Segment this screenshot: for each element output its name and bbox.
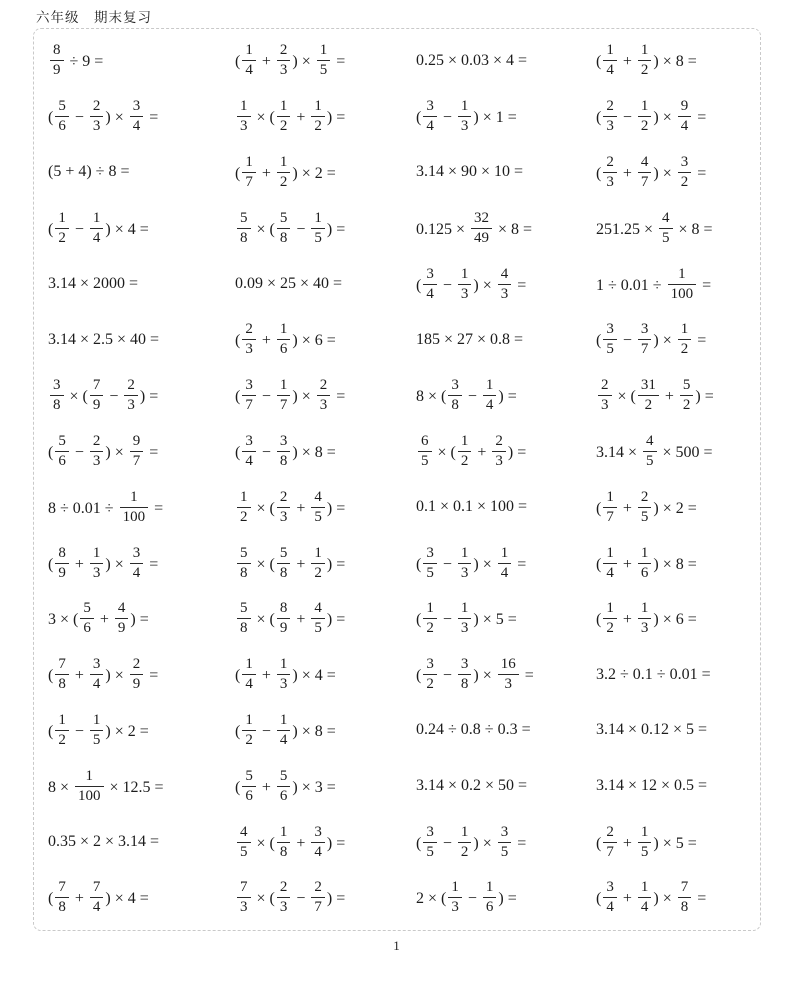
fraction: $\frac{3}{8}$	[458, 656, 472, 693]
fraction: $\frac{1}{7}$	[277, 377, 291, 414]
problem: $\frac{1}{3}$ × ( $\frac{1}{2}$ + $\frac{1}{2}$ ) =	[235, 98, 416, 135]
fraction: $\frac{9}{4}$	[678, 98, 692, 135]
problem: 3.14 × 2000 =	[48, 275, 139, 293]
fraction: $\frac{1}{7}$	[603, 489, 617, 526]
problem: ( $\frac{1}{4}$ + $\frac{1}{3}$ ) × 4 =	[235, 656, 336, 693]
problem: 8 ÷ 0.01 ÷ $\frac{1}{100}$ =	[48, 488, 164, 525]
problem: (5 + 4) ÷ 8 =	[48, 163, 130, 181]
fraction: $\frac{4}{9}$	[115, 600, 129, 637]
problem: 3.2 ÷ 0.1 ÷ 0.01 =	[596, 665, 711, 683]
problem: 3 × ( $\frac{5}{6}$ + $\frac{4}{9}$ ) =	[48, 600, 149, 637]
fraction: $\frac{1}{2}$	[55, 210, 69, 247]
fraction: $\frac{1}{3}$	[90, 545, 104, 582]
fraction: $\frac{3}{8}$	[277, 433, 291, 470]
fraction: $\frac{1}{3}$	[458, 600, 472, 637]
fraction: $\frac{1}{4}$	[90, 210, 104, 247]
problem: ( $\frac{7}{8}$ + $\frac{7}{4}$ ) × 4 =	[48, 879, 149, 916]
fraction: $\frac{1}{3}$	[448, 879, 462, 916]
fraction: $\frac{4}{5}$	[311, 489, 325, 526]
fraction: $\frac{1}{2}$	[678, 321, 692, 358]
problem: $\frac{5}{8}$ × ( $\frac{5}{8}$ + $\frac{1}{2}$ ) =	[235, 545, 416, 582]
fraction: $\frac{3}{4}$	[130, 98, 144, 135]
fraction: $\frac{1}{4}$	[638, 879, 652, 916]
problem: 0.35 × 2 × 3.14 =	[48, 833, 160, 851]
problem: ( $\frac{2}{3}$ + $\frac{4}{7}$ ) × $\frac{3}{2}$ =	[596, 153, 707, 190]
fraction: $\frac{1}{2}$	[638, 42, 652, 79]
fraction: $\frac{6}{5}$	[418, 433, 432, 470]
fraction: $\frac{1}{2}$	[311, 98, 325, 135]
fraction: $\frac{2}{9}$	[130, 656, 144, 693]
problem: ( $\frac{3}{4}$ − $\frac{1}{3}$ ) × $\frac{4}{3}$ =	[416, 265, 527, 302]
fraction: $\frac{1}{3}$	[237, 98, 251, 135]
fraction: $\frac{7}{8}$	[55, 656, 69, 693]
fraction: $\frac{5}{6}$	[55, 98, 69, 135]
fraction: $\frac{1}{2}$	[311, 545, 325, 582]
problem: $\frac{7}{3}$ × ( $\frac{2}{3}$ − $\frac{2}{7}$ ) =	[235, 879, 416, 916]
fraction: $\frac{3}{4}$	[242, 433, 256, 470]
fraction: $\frac{5}{8}$	[237, 210, 251, 247]
fraction: $\frac{1}{3}$	[458, 98, 472, 135]
problem: ( $\frac{1}{2}$ + $\frac{1}{3}$ ) × 6 =	[596, 600, 697, 637]
fraction: $\frac{2}{3}$	[124, 377, 138, 414]
fraction: $\frac{1}{100}$	[668, 266, 697, 303]
problem: $\frac{1}{2}$ × ( $\frac{2}{3}$ + $\frac{4}{5}$ ) =	[235, 489, 416, 526]
problem: 3.14 × 2.5 × 40 =	[48, 330, 160, 348]
problem: 8 × ( $\frac{3}{8}$ − $\frac{1}{4}$ ) =	[416, 377, 517, 414]
fraction: $\frac{1}{5}$	[311, 210, 325, 247]
fraction: $\frac{1}{3}$	[458, 545, 472, 582]
fraction: $\frac{1}{5}$	[317, 42, 331, 79]
fraction: $\frac{3}{8}$	[448, 377, 462, 414]
problem: 3.14 × 12 × 0.5 =	[596, 777, 708, 795]
problem: ( $\frac{3}{4}$ − $\frac{3}{8}$ ) × 8 =	[235, 432, 336, 469]
problem: 0.24 ÷ 0.8 ÷ 0.3 =	[416, 721, 531, 739]
fraction: $\frac{2}{3}$	[492, 433, 506, 470]
fraction: $\frac{2}{3}$	[277, 879, 291, 916]
page-number: 1	[393, 938, 400, 953]
fraction: $\frac{5}{2}$	[680, 377, 694, 414]
problems-grid	[33, 28, 761, 931]
fraction: $\frac{2}{3}$	[603, 154, 617, 191]
fraction: $\frac{1}{2}$	[55, 712, 69, 749]
problem: ( $\frac{3}{5}$ − $\frac{1}{3}$ ) × $\frac{1}{4}$ =	[416, 544, 527, 581]
fraction: $\frac{3}{2}$	[678, 154, 692, 191]
fraction: $\frac{1}{3}$	[277, 656, 291, 693]
fraction: $\frac{2}{7}$	[603, 824, 617, 861]
problem: $\frac{2}{3}$ × ( $\frac{31}{2}$ + $\frac{5}{2}$ ) =	[596, 377, 755, 414]
fraction: $\frac{1}{100}$	[75, 768, 104, 805]
fraction: $\frac{8}{9}$	[55, 545, 69, 582]
problem: ( $\frac{3}{4}$ + $\frac{1}{4}$ ) × $\frac{7}{8}$ =	[596, 879, 707, 916]
fraction: $\frac{16}{3}$	[498, 656, 519, 693]
problem: ( $\frac{5}{6}$ + $\frac{5}{6}$ ) × 3 =	[235, 767, 336, 804]
problem: ( $\frac{5}{6}$ − $\frac{2}{3}$ ) × $\frac{3}{4}$ =	[48, 98, 159, 135]
fraction: $\frac{4}{5}$	[237, 824, 251, 861]
problem: 185 × 27 × 0.8 =	[416, 330, 524, 348]
fraction: $\frac{1}{2}$	[277, 154, 291, 191]
fraction: $\frac{3}{4}$	[423, 266, 437, 303]
problem: ( $\frac{1}{2}$ − $\frac{1}{5}$ ) × 2 =	[48, 711, 149, 748]
fraction: $\frac{5}{8}$	[237, 545, 251, 582]
fraction: $\frac{1}{7}$	[242, 154, 256, 191]
fraction: $\frac{4}{3}$	[498, 266, 512, 303]
problem: ( $\frac{1}{7}$ + $\frac{1}{2}$ ) × 2 =	[235, 153, 336, 190]
fraction: $\frac{1}{2}$	[458, 824, 472, 861]
fraction: $\frac{1}{2}$	[638, 98, 652, 135]
problem: $\frac{8}{9}$ ÷ 9 =	[48, 42, 235, 79]
fraction: $\frac{1}{6}$	[483, 879, 497, 916]
problem: ( $\frac{1}{4}$ + $\frac{2}{3}$ ) × $\frac{1}{5}$ =	[235, 42, 346, 79]
problem: ( $\frac{3}{5}$ − $\frac{3}{7}$ ) × $\frac{1}{2}$ =	[596, 321, 707, 358]
page-title: 六年级 期末复习	[36, 10, 152, 26]
fraction: $\frac{1}{5}$	[638, 824, 652, 861]
fraction: $\frac{7}{8}$	[678, 879, 692, 916]
fraction: $\frac{2}{3}$	[90, 98, 104, 135]
fraction: $\frac{3}{4}$	[90, 656, 104, 693]
fraction: $\frac{2}{3}$	[317, 377, 331, 414]
fraction: $\frac{32}{49}$	[471, 210, 492, 247]
fraction: $\frac{1}{2}$	[242, 712, 256, 749]
problem: ( $\frac{1}{2}$ − $\frac{1}{4}$ ) × 8 =	[235, 711, 336, 748]
fraction: $\frac{3}{5}$	[603, 321, 617, 358]
problem: ( $\frac{7}{8}$ + $\frac{3}{4}$ ) × $\frac{2}{9}$ =	[48, 656, 159, 693]
problem: ( $\frac{2}{7}$ + $\frac{1}{5}$ ) × 5 =	[596, 823, 697, 860]
fraction: $\frac{1}{3}$	[638, 600, 652, 637]
problem: ( $\frac{1}{4}$ + $\frac{1}{2}$ ) × 8 =	[596, 42, 697, 79]
fraction: $\frac{7}{4}$	[90, 879, 104, 916]
fraction: $\frac{1}{4}$	[483, 377, 497, 414]
fraction: $\frac{1}{2}$	[237, 489, 251, 526]
problem: ( $\frac{1}{2}$ − $\frac{1}{3}$ ) × 5 =	[416, 600, 517, 637]
problem: $\frac{4}{5}$ × ( $\frac{1}{8}$ + $\frac{3}{4}$ ) =	[235, 824, 416, 861]
fraction: $\frac{1}{6}$	[638, 545, 652, 582]
problem: 3.14 × 0.12 × 5 =	[596, 721, 708, 739]
fraction: $\frac{2}{3}$	[90, 433, 104, 470]
problem: ( $\frac{1}{4}$ + $\frac{1}{6}$ ) × 8 =	[596, 544, 697, 581]
fraction: $\frac{1}{4}$	[242, 656, 256, 693]
fraction: $\frac{3}{4}$	[311, 824, 325, 861]
fraction: $\frac{1}{4}$	[242, 42, 256, 79]
fraction: $\frac{1}{2}$	[458, 433, 472, 470]
fraction: $\frac{4}{5}$	[659, 210, 673, 247]
problem: 0.125 × $\frac{32}{49}$ × 8 =	[416, 209, 533, 246]
fraction: $\frac{5}{8}$	[237, 600, 251, 637]
problem: $\frac{5}{8}$ × ( $\frac{5}{8}$ − $\frac{1}{5}$ ) =	[235, 210, 416, 247]
fraction: $\frac{3}{7}$	[242, 377, 256, 414]
fraction: $\frac{1}{2}$	[423, 600, 437, 637]
fraction: $\frac{1}{4}$	[603, 545, 617, 582]
fraction: $\frac{7}{9}$	[90, 377, 104, 414]
fraction: $\frac{1}{2}$	[277, 98, 291, 135]
fraction: $\frac{2}{3}$	[277, 489, 291, 526]
fraction: $\frac{8}{9}$	[277, 600, 291, 637]
fraction: $\frac{3}{4}$	[423, 98, 437, 135]
fraction: $\frac{1}{4}$	[603, 42, 617, 79]
problem: 3.14 × $\frac{4}{5}$ × 500 =	[596, 432, 713, 469]
problem: ( $\frac{3}{2}$ − $\frac{3}{8}$ ) × $\frac{16}{3}$ =	[416, 656, 534, 693]
fraction: $\frac{1}{4}$	[277, 712, 291, 749]
fraction: $\frac{3}{5}$	[423, 545, 437, 582]
problem: 0.09 × 25 × 40 =	[235, 275, 343, 293]
fraction: $\frac{5}{6}$	[277, 768, 291, 805]
problem: $\frac{5}{8}$ × ( $\frac{8}{9}$ + $\frac{4}{5}$ ) =	[235, 600, 416, 637]
fraction: $\frac{9}{7}$	[130, 433, 144, 470]
problem: ( $\frac{3}{7}$ − $\frac{1}{7}$ ) × $\frac{2}{3}$ =	[235, 377, 346, 414]
fraction: $\frac{4}{7}$	[638, 154, 652, 191]
fraction: $\frac{5}{6}$	[55, 433, 69, 470]
fraction: $\frac{31}{2}$	[638, 377, 659, 414]
problem: 3.14 × 0.2 × 50 =	[416, 777, 528, 795]
problem: ( $\frac{8}{9}$ + $\frac{1}{3}$ ) × $\frac{3}{4}$ =	[48, 544, 159, 581]
fraction: $\frac{1}{8}$	[277, 824, 291, 861]
fraction: $\frac{2}{3}$	[242, 321, 256, 358]
fraction: $\frac{2}{5}$	[638, 489, 652, 526]
problem: ( $\frac{1}{2}$ − $\frac{1}{4}$ ) × 4 =	[48, 209, 149, 246]
fraction: $\frac{1}{4}$	[498, 545, 512, 582]
fraction: $\frac{4}{5}$	[643, 433, 657, 470]
problem: 1 ÷ 0.01 ÷ $\frac{1}{100}$ =	[596, 265, 712, 302]
fraction: $\frac{5}{6}$	[80, 600, 94, 637]
fraction: $\frac{4}{5}$	[311, 600, 325, 637]
fraction: $\frac{1}{3}$	[458, 266, 472, 303]
fraction: $\frac{1}{5}$	[90, 712, 104, 749]
fraction: $\frac{3}{5}$	[423, 824, 437, 861]
fraction: $\frac{3}{4}$	[130, 545, 144, 582]
problem: ( $\frac{3}{4}$ − $\frac{1}{3}$ ) × 1 =	[416, 98, 517, 135]
fraction: $\frac{5}{8}$	[277, 210, 291, 247]
problem: 8 × $\frac{1}{100}$ × 12.5 =	[48, 767, 164, 804]
problem: ( $\frac{1}{7}$ + $\frac{2}{5}$ ) × 2 =	[596, 488, 697, 525]
fraction: $\frac{1}{6}$	[277, 321, 291, 358]
fraction: $\frac{3}{8}$	[50, 377, 64, 414]
fraction: $\frac{3}{4}$	[603, 879, 617, 916]
problem: 0.25 × 0.03 × 4 =	[416, 51, 528, 69]
fraction: $\frac{3}{2}$	[423, 656, 437, 693]
fraction: $\frac{5}{6}$	[242, 768, 256, 805]
problem: 251.25 × $\frac{4}{5}$ × 8 =	[596, 209, 713, 246]
fraction: $\frac{3}{5}$	[498, 824, 512, 861]
fraction: $\frac{2}{7}$	[311, 879, 325, 916]
problem: 2 × ( $\frac{1}{3}$ − $\frac{1}{6}$ ) =	[416, 879, 517, 916]
problem: $\frac{3}{8}$ × ( $\frac{7}{9}$ − $\frac{2}{3}$ ) =	[48, 377, 235, 414]
fraction: $\frac{1}{100}$	[120, 489, 149, 526]
fraction: $\frac{2}{3}$	[277, 42, 291, 79]
problem: ( $\frac{2}{3}$ − $\frac{1}{2}$ ) × $\frac{9}{4}$ =	[596, 98, 707, 135]
problem: ( $\frac{2}{3}$ + $\frac{1}{6}$ ) × 6 =	[235, 321, 336, 358]
problem: 0.1 × 0.1 × 100 =	[416, 498, 528, 516]
problem: 3.14 × 90 × 10 =	[416, 163, 524, 181]
fraction: $\frac{7}{8}$	[55, 879, 69, 916]
problem: ( $\frac{3}{5}$ − $\frac{1}{2}$ ) × $\frac{3}{5}$ =	[416, 823, 527, 860]
problem: ( $\frac{5}{6}$ − $\frac{2}{3}$ ) × $\frac{9}{7}$ =	[48, 432, 159, 469]
fraction: $\frac{1}{2}$	[603, 600, 617, 637]
fraction: $\frac{2}{3}$	[603, 98, 617, 135]
fraction: $\frac{7}{3}$	[237, 879, 251, 916]
fraction: $\frac{3}{7}$	[638, 321, 652, 358]
fraction: $\frac{8}{9}$	[50, 42, 64, 79]
fraction: $\frac{2}{3}$	[598, 377, 612, 414]
fraction: $\frac{5}{8}$	[277, 545, 291, 582]
problem: $\frac{6}{5}$ × ( $\frac{1}{2}$ + $\frac{2}{3}$ ) =	[416, 433, 596, 470]
